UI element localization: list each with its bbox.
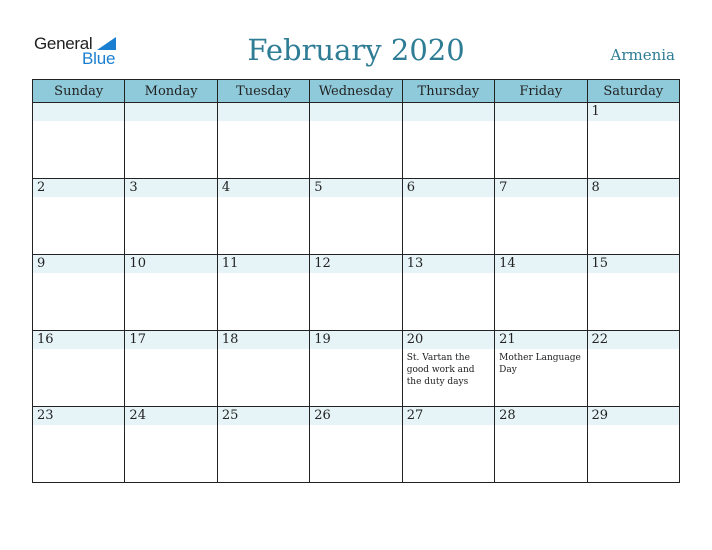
brand-logo bbox=[34, 35, 134, 69]
day-band bbox=[588, 103, 679, 121]
day-cell bbox=[495, 103, 587, 179]
day-cell bbox=[587, 255, 679, 331]
day-band bbox=[125, 179, 216, 197]
logo-text-blue: Blue bbox=[82, 49, 116, 68]
day-band bbox=[495, 103, 586, 121]
day-cell bbox=[310, 255, 402, 331]
day-band bbox=[310, 103, 401, 121]
calendar-grid bbox=[32, 79, 680, 483]
day-cell bbox=[402, 255, 494, 331]
day-band bbox=[218, 407, 309, 425]
day-band bbox=[33, 179, 124, 197]
day-band bbox=[125, 407, 216, 425]
weekday-header: Friday bbox=[495, 80, 587, 103]
day-band bbox=[125, 103, 216, 121]
day-cell bbox=[217, 255, 309, 331]
day-cell bbox=[125, 407, 217, 483]
day-band bbox=[310, 255, 401, 273]
week-row bbox=[33, 331, 680, 407]
day-band bbox=[495, 407, 586, 425]
holiday-label: Mother Language Day bbox=[499, 353, 581, 375]
day-band bbox=[125, 255, 216, 273]
day-cell bbox=[33, 179, 125, 255]
week-row bbox=[33, 179, 680, 255]
day-band bbox=[495, 255, 586, 273]
weekday-header: Monday bbox=[125, 80, 217, 103]
day-number: 2 bbox=[37, 180, 46, 195]
day-cell bbox=[402, 331, 494, 407]
day-number: 27 bbox=[406, 408, 424, 423]
logo-text-general: General bbox=[34, 34, 93, 53]
day-cell bbox=[402, 407, 494, 483]
day-cell bbox=[495, 407, 587, 483]
day-number: 18 bbox=[221, 332, 239, 347]
day-number: 7 bbox=[499, 180, 508, 195]
day-cell bbox=[587, 179, 679, 255]
day-band bbox=[33, 103, 124, 121]
day-cell bbox=[402, 179, 494, 255]
day-cell bbox=[125, 179, 217, 255]
day-band bbox=[403, 331, 494, 349]
day-number: 25 bbox=[221, 408, 239, 423]
day-band bbox=[33, 407, 124, 425]
day-number: 24 bbox=[129, 408, 146, 423]
day-number: 11 bbox=[221, 256, 239, 271]
page-title: February 2020 bbox=[247, 33, 465, 67]
day-band bbox=[33, 331, 124, 349]
day-band bbox=[310, 331, 401, 349]
day-number: 19 bbox=[314, 332, 331, 347]
day-number: 17 bbox=[129, 332, 146, 347]
day-number: 13 bbox=[406, 256, 424, 271]
day-cell bbox=[310, 331, 402, 407]
day-cell bbox=[33, 331, 125, 407]
day-number: 16 bbox=[37, 332, 54, 347]
day-band bbox=[588, 179, 679, 197]
day-cell bbox=[125, 103, 217, 179]
day-cell bbox=[310, 103, 402, 179]
day-number: 8 bbox=[591, 180, 600, 195]
day-band bbox=[403, 407, 494, 425]
day-band bbox=[218, 179, 309, 197]
day-number: 3 bbox=[129, 180, 138, 195]
day-band bbox=[310, 179, 401, 197]
day-cell bbox=[495, 179, 587, 255]
day-number: 20 bbox=[406, 332, 424, 347]
day-band bbox=[495, 331, 586, 349]
day-band bbox=[218, 331, 309, 349]
day-cell bbox=[587, 331, 679, 407]
day-band bbox=[403, 103, 494, 121]
day-number: 26 bbox=[314, 408, 331, 423]
day-number: 15 bbox=[591, 256, 609, 271]
day-cell bbox=[217, 407, 309, 483]
day-cell bbox=[495, 331, 587, 407]
day-band bbox=[403, 255, 494, 273]
day-number: 6 bbox=[406, 180, 415, 195]
day-number: 14 bbox=[499, 256, 516, 271]
day-cell bbox=[495, 255, 587, 331]
weekday-header: Sunday bbox=[33, 80, 125, 103]
week-row bbox=[33, 255, 680, 331]
day-number: 10 bbox=[129, 256, 146, 271]
day-number: 4 bbox=[221, 180, 231, 195]
day-number: 29 bbox=[591, 408, 609, 423]
day-cell bbox=[310, 407, 402, 483]
day-number: 28 bbox=[499, 408, 516, 423]
day-band bbox=[403, 179, 494, 197]
day-cell bbox=[125, 255, 217, 331]
day-band bbox=[588, 407, 679, 425]
weekday-header-row bbox=[33, 80, 680, 103]
day-cell bbox=[33, 255, 125, 331]
day-cell bbox=[587, 103, 679, 179]
day-number: 23 bbox=[37, 408, 54, 423]
day-number: 5 bbox=[314, 180, 323, 195]
day-band bbox=[310, 407, 401, 425]
day-cell bbox=[587, 407, 679, 483]
day-band bbox=[218, 255, 309, 273]
day-cell bbox=[33, 103, 125, 179]
day-cell bbox=[217, 103, 309, 179]
country-label: Armenia bbox=[610, 46, 675, 64]
day-cell bbox=[33, 407, 125, 483]
day-band bbox=[125, 331, 216, 349]
day-band bbox=[588, 331, 679, 349]
week-row bbox=[33, 103, 680, 179]
day-cell bbox=[125, 331, 217, 407]
day-cell bbox=[402, 103, 494, 179]
day-number: 12 bbox=[314, 256, 331, 271]
weekday-header: Thursday bbox=[402, 80, 494, 103]
day-number: 1 bbox=[591, 104, 600, 119]
day-number: 9 bbox=[37, 256, 46, 271]
day-number: 22 bbox=[591, 332, 609, 347]
day-cell bbox=[217, 179, 309, 255]
holiday-label: St. Vartan the good work and the duty days bbox=[406, 353, 475, 387]
day-band bbox=[495, 179, 586, 197]
weekday-header: Saturday bbox=[587, 80, 679, 103]
weekday-header: Wednesday bbox=[310, 80, 402, 103]
weekday-header: Tuesday bbox=[217, 80, 309, 103]
day-number: 21 bbox=[499, 332, 516, 347]
day-cell bbox=[217, 331, 309, 407]
day-cell bbox=[310, 179, 402, 255]
day-band bbox=[33, 255, 124, 273]
day-band bbox=[218, 103, 309, 121]
day-band bbox=[588, 255, 679, 273]
week-row bbox=[33, 407, 680, 483]
